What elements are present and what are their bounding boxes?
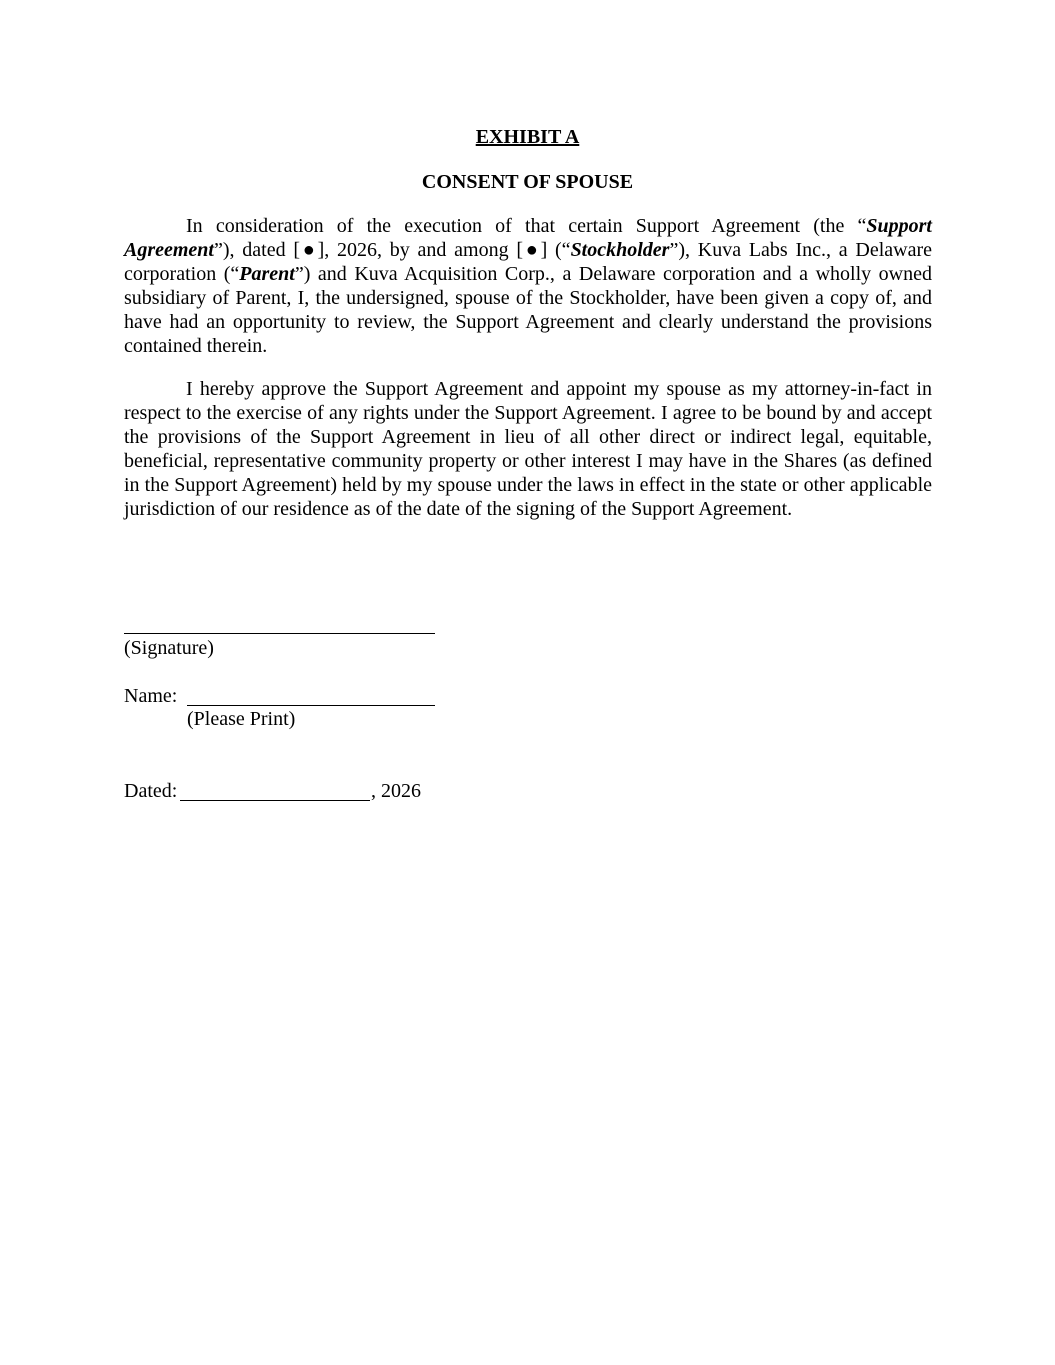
defined-term-support-agreement: Support Agreement	[124, 215, 932, 261]
name-field-line[interactable]	[187, 705, 435, 706]
paragraph-text: ”), Kuva Labs Inc., a Delaware corporation (“	[124, 239, 933, 285]
dated-year: , 2026	[371, 780, 421, 802]
consent-paragraph-1	[124, 214, 932, 358]
date-field-line[interactable]	[180, 800, 370, 801]
defined-term-stockholder: Stockholder	[570, 239, 670, 261]
paragraph-text: ”), dated [●], 2026, by and among [●] (“	[214, 239, 571, 261]
consent-paragraph-2: I hereby approve the Support Agreement and appoint my spouse as my attorney-in-fact in respect to the exercise of any rights under the Support Agreement. I agree to be bound by and accept the provisions of the Support Agreement in lieu of all other direct or indirect legal, equitable, beneficial, representative community property or other interest I may have in the Shares (as defined in the Support Agreement) held by my spouse under the laws in effect in the state or other applicable jurisdiction of our residence as of the date of the signing of the Support Agreement.	[124, 378, 932, 520]
paragraph-text: In consideration of the execution of that certain Support Agreement (the “	[186, 215, 867, 237]
print-caption: (Please Print)	[187, 708, 296, 730]
name-label: Name:	[124, 685, 178, 707]
signature-caption: (Signature)	[124, 637, 214, 659]
paragraph-text: ”) and Kuva Acquisition Corp., a Delaware corporation and a wholly owned subsidiary of Parent, I, the undersigned, spouse of the Stockholder, have been given a copy of, and have had an opportunity to review, the Support Agreement and clearly understand the provisions contained therein.	[124, 263, 932, 357]
exhibit-heading: EXHIBIT A	[475, 126, 580, 148]
defined-term-parent: Parent	[239, 263, 295, 285]
signature-line[interactable]	[124, 633, 435, 634]
dated-label: Dated:	[124, 780, 178, 802]
document-title: CONSENT OF SPOUSE	[421, 171, 634, 193]
